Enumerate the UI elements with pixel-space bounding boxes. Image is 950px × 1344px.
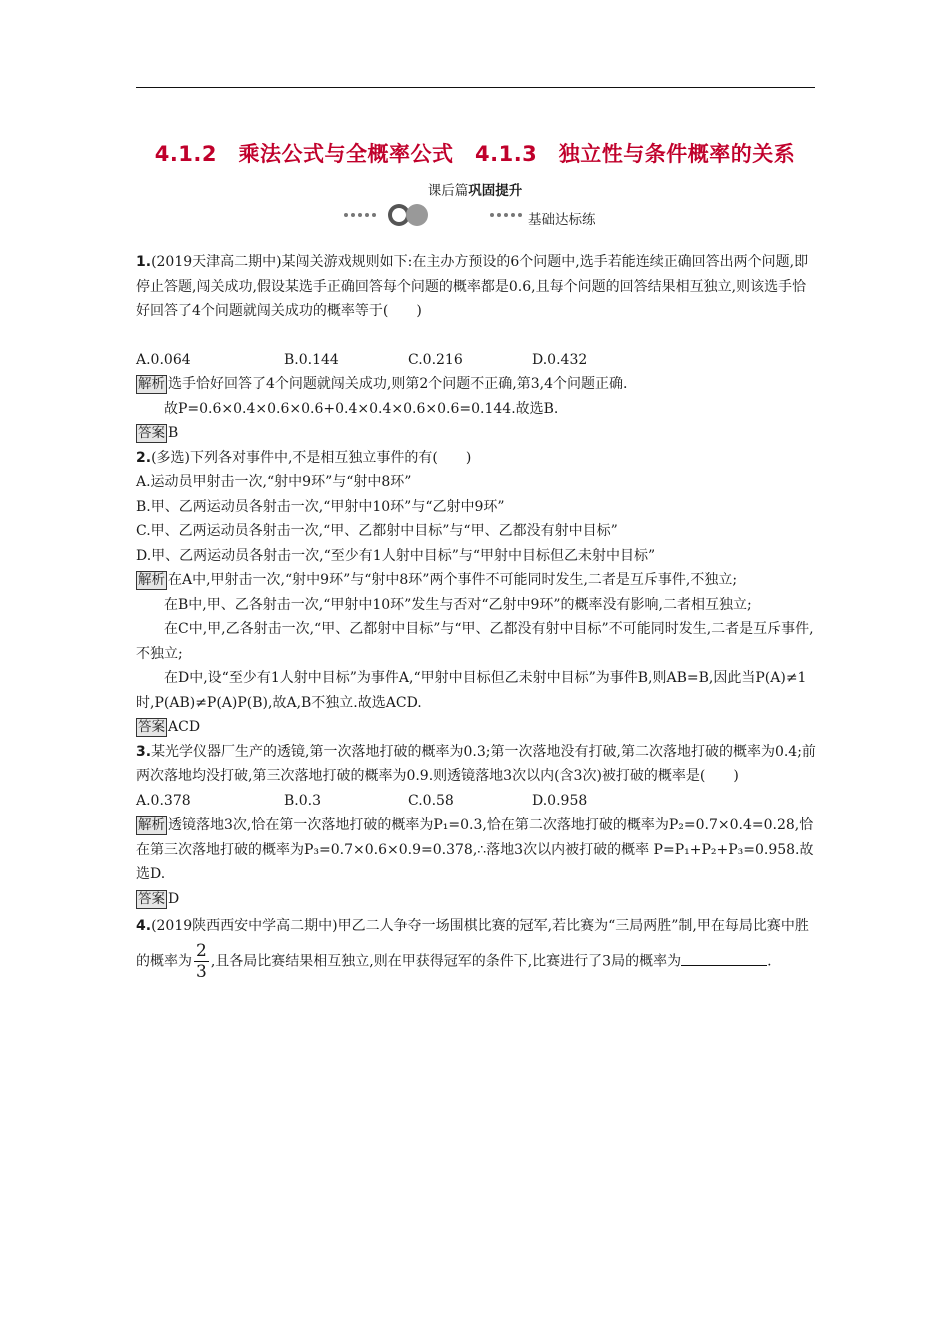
option-2c: C.甲、乙两运动员各射击一次,“甲、乙都射中目标”与“甲、乙都没有射中目标”: [136, 523, 618, 539]
fraction-two-thirds: $\frac{2}{3}$: [196, 941, 207, 982]
page-title: 4.1.2 乘法公式与全概率公式 4.1.3 独立性与条件概率的关系: [154, 142, 796, 166]
analysis-1: 解析 选手恰好回答了4个问题就闯关成功,则第2个问题不正确,第3,4个问题正确.: [138, 376, 628, 392]
analysis-tag: 解析: [138, 817, 165, 833]
section-banner: [340, 203, 640, 229]
analysis-tag: 解析: [138, 376, 165, 392]
dots-right-icon: [490, 213, 522, 219]
header-rule: [136, 87, 815, 88]
option-2a: A.运动员甲射击一次,“射中9环”与“射中8环”: [136, 474, 412, 490]
question-1: 1.(2019天津高二期中)某闯关游戏规则如下:在主办方预设的6个问题中,选手若能连续正确回答出两个问题,即停止答题,闯关成功,假设某选手正确回答每个问题的概率都是0.6,且每个问题的回答结果相互独立,则该选手恰好回答了4个问题就闯关成功的概率等于( ): [136, 254, 809, 319]
option-2b: B.甲、乙两运动员各射击一次,“甲射中10环”与“乙射中9环”: [136, 498, 505, 515]
options-1: A.0.064 B.0.144 C.0.216 D.0.432: [136, 351, 588, 368]
subtitle-bold: 巩固提升: [468, 183, 523, 199]
options-3: A.0.378 B.0.3 C.0.58 D.0.958: [136, 792, 588, 809]
analysis-2: 解析 在A中,甲射击一次,“射中9环”与“射中8环”两个事件不可能同时发生,二者是互斥事件,不独立;: [138, 572, 738, 588]
answer-tag: 答案: [138, 890, 165, 907]
answer-2: 答案 ACD: [138, 719, 201, 735]
dots-left-icon: [344, 213, 376, 219]
answer-3: 答案 D: [138, 890, 180, 907]
answer-tag: 答案: [138, 719, 165, 735]
answer-tag: 答案: [138, 425, 165, 441]
answer-1: 答案 B: [138, 425, 179, 441]
banner-label: 基础达标练: [528, 212, 596, 228]
subtitle-prefix: 课后篇: [427, 183, 469, 199]
question-2: 2.(多选)下列各对事件中,不是相互独立事件的有( ): [136, 449, 472, 466]
answer-blank[interactable]: [681, 951, 767, 966]
section-subtitle: [0, 179, 950, 199]
analysis-tag: 解析: [138, 572, 165, 588]
option-2d: D.甲、乙两运动员各射击一次,“至少有1人射中目标”与“甲射中目标但乙未射中目标”: [136, 547, 656, 564]
question-3: 3.某光学仪器厂生产的透镜,第一次落地打破的概率为0.3;第一次落地没有打破,第二次落地打破的概率为0.4;前两次落地均没打破,第三次落地打破的概率为0.9.则透镜落地3次以内(含3次)被打破的概率是( ): [136, 743, 816, 784]
question-content: 1.(2019天津高二期中)某闯关游戏规则如下:在主办方预设的6个问题中,选手若能连续正确回答出两个问题,即停止答题,闯关成功,假设某选手正确回答每个问题的概率都是0.6,且每个问题的回答结果相互独立,则该选手恰好回答了4个问题就闯关成功的概率等于( ) A.0.064 B.0.144 C.0.216 D.0.432 解析 选手恰好回答了4个问题就闯关成功,则第2个问题不正确,第3,4个问题正确. 故P=0.6×0.4×0.6×0.6+0.4×0.4×0.6×0.6=0.144.故选B. 答案 B 2.(多选)下列各对事件中,不是相互独立事件的有( ) A.运动员甲射击一次,“射中9环”与“射中8环” B.甲、乙两运动员各射击一次,“甲射中10环”与“乙射中9环” C.甲、乙两运动员各射击一次,“甲、乙都射中目标”与“甲、乙都没有射中目标” D.甲、乙两运动员各射击一次,“至少有1人射中目标”与“甲射中目标但乙未射中目标” 解析 在A中,甲射击一次,“射中9环”与“射中8环”两个事件不可能同时发生,二者是互斥事件,不独立; 在B中,甲、乙各射击一次,“甲射中10环”发生与否对“乙射中9环”的概率没有影响,二者相互独立; 在C中,甲,乙各射击一次,“甲、乙都射中目标”与“甲、乙都没有射中目标”不可能同时发生,二者是互斥事件,不独立; 在D中,设“至少有1人射中目标”为事件A,“甲射中目标但乙未射中目标”为事件B,则AB=B,因此当P(A)≠1时,P(AB)≠P(A)P(B),故A,B不独立.故选ACD. 答案 ACD 3.某光学仪器厂生产的透镜,第一次落地打破的概率为0.3;第一次落地没有打破,第二次落地打破的概率为0.4;前两次落地均没打破,第三次落地打破的概率为0.9.则透镜落地3次以内(含3次)被打破的概率是( ) A.0.378 B.0.3 C.0.58 D.0.958 解析 透镜落地3次,恰在第一次落地打破的概率为P₁=0.3,恰在第二次落地打破的概率为P₂=0.7×0.4=0.28,恰在第三次落地打破的概率为P₃=0.7×0.6×0.9=0.378,∴落地3次以内被打破的概率 P=P₁+P₂+P₃=0.958.故选D. 答案 D 4.(2019陕西西安中学高二期中)甲乙二人争夺一场围棋比赛的冠军,若比赛为“三局两胜”制,甲在每局比赛中胜的概率为 $\frac{2}{3}$ ,且各局比赛结果相互独立,则在甲获得冠军的条件下,比赛进行了3局的概率为 .: [136, 250, 816, 982]
question-4: 4.(2019陕西西安中学高二期中)甲乙二人争夺一场围棋比赛的冠军,若比赛为“三局两胜”制,甲在每局比赛中胜的概率为 $\frac{2}{3}$ ,且各局比赛结果相互独立,则在甲获得冠军的条件下,比赛进行了3局的概率为 .: [136, 918, 809, 982]
analysis-3: 解析 透镜落地3次,恰在第一次落地打破的概率为P₁=0.3,恰在第二次落地打破的概率为P₂=0.7×0.4=0.28,恰在第三次落地打破的概率为P₃=0.7×0.6×0.9=0.378,∴落地3次以内被打破的概率 P=P₁+P₂+P₃=0.958.故选D.: [136, 817, 814, 882]
